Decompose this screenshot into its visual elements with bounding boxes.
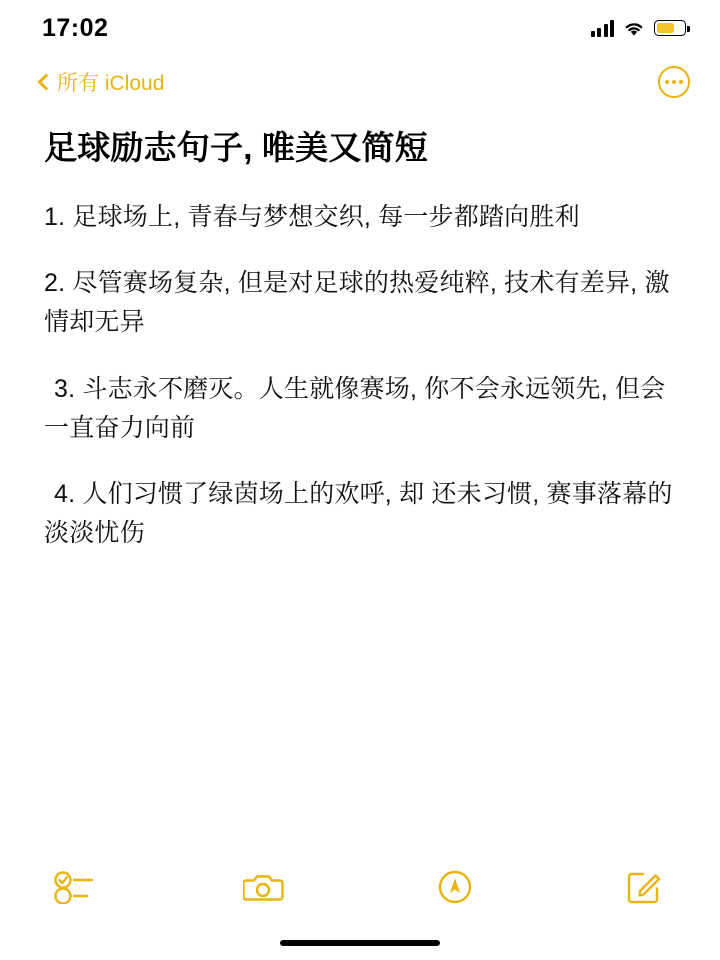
battery-icon: [654, 20, 686, 36]
ellipsis-dot: [665, 80, 669, 84]
status-indicators: [591, 20, 687, 37]
markup-pen-icon[interactable]: [427, 862, 483, 912]
note-paragraph[interactable]: 4. 人们习惯了绿茵场上的欢呼, 却 还未习惯, 赛事落幕的淡淡忧伤: [44, 480, 673, 548]
note-paragraph[interactable]: 3. 斗志永不磨灭。人生就像赛场, 你不会永远领先, 但会一直奋力向前: [44, 374, 666, 442]
chevron-left-icon: [38, 73, 49, 92]
camera-icon[interactable]: [237, 862, 293, 912]
battery-fill: [657, 23, 674, 33]
cellular-bars-icon: [591, 20, 615, 37]
back-button-label: 所有 iCloud: [57, 72, 165, 95]
more-options-button[interactable]: [658, 66, 690, 98]
ellipsis-dot: [672, 80, 676, 84]
back-button[interactable]: [38, 67, 164, 97]
status-bar: [0, 0, 720, 56]
home-indicator: [280, 940, 440, 946]
wifi-icon: [623, 20, 645, 37]
checklist-icon[interactable]: [48, 862, 104, 912]
nav-bar: [0, 56, 720, 108]
status-time: 17:02: [42, 13, 109, 42]
note-paragraph[interactable]: 1. 足球场上, 青春与梦想交织, 每一步都踏向胜利: [44, 202, 580, 231]
compose-icon[interactable]: [616, 862, 672, 912]
note-body[interactable]: [0, 108, 720, 553]
bottom-toolbar: [0, 854, 720, 920]
note-paragraph[interactable]: 2. 尽管赛场复杂, 但是对足球的热爱纯粹, 技术有差异, 激情却无异: [44, 269, 670, 337]
ellipsis-dot: [679, 80, 683, 84]
note-title[interactable]: 足球励志句子, 唯美又简短: [44, 129, 428, 166]
